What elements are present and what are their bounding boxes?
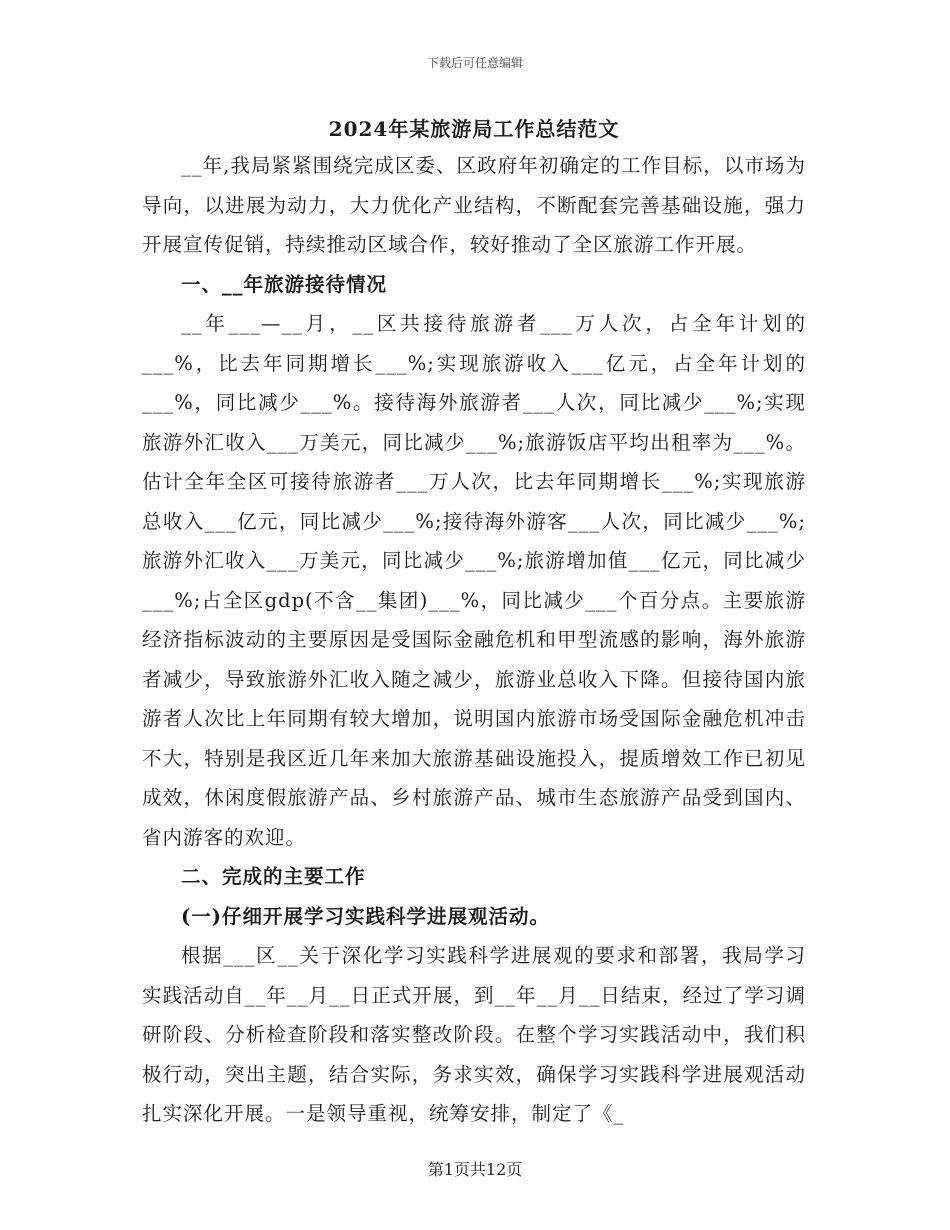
section-2-heading: 二、完成的主要工作 — [181, 865, 366, 888]
section-1-paragraph: __年___—__月，__区共接待旅游者___万人次，占全年计划的___%，比去年同期增长___%;实现旅游收入___亿元，占全年计划的___%，同比减少___%。接待海外旅游者___人次，同比减少___%;实现旅游外汇收入___万美元，同比减少___%;旅游饭店平均出租率为___%。估计全年全区可接待旅游者___万人次，比去年同期增长___%;实现旅游总收入___亿元，同比减少___%;接待海外游客___人次，同比减少___%;旅游外汇收入___万美元，同比减少___%;旅游增加值___亿元，同比减少___%;占全区gdp(不含__集团)___%，同比减少___个百分点。主要旅游经济指标波动的主要原因是受国际金融危机和甲型流感的影响，海外旅游者减少，导致旅游外汇收入随之减少，旅游业总收入下降。但接待国内旅游者人次比上年同期有较大增加，说明国内旅游市场受国际金融危机冲击不大，特别是我区近几年来加大旅游基础设施投入，提质增效工作已初见成效，休闲度假旅游产品、乡村旅游产品、城市生态旅游产品受到国内、省内游客的欢迎。 — [142, 312, 806, 849]
page-number-footer: 第1页共12页 — [427, 1160, 523, 1179]
section-2-paragraph: 根据___区__关于深化学习实践科学进展观的要求和部署，我局学习实践活动自__年__月__日正式开展，到__年__月__日结束，经过了学习调研阶段、分析检查阶段和落实整改阶段。在整个学习实践活动中，我们积极行动，突出主题，结合实际，务求实效，确保学习实践科学进展观活动扎实深化开展。一是领导重视，统筹安排，制定了《_ — [142, 944, 806, 1125]
intro-paragraph: __年,我局紧紧围绕完成区委、区政府年初确定的工作目标，以市场为导向，以进展为动力，大力优化产业结构，不断配套完善基础设施，强力开展宣传促销，持续推动区域合作，较好推动了全区旅游工作开展。 — [142, 154, 806, 256]
document-body — [142, 112, 806, 1134]
section-1-heading: 一、__年旅游接待情况 — [181, 272, 388, 296]
header-note: 下载后可任意编辑 — [426, 56, 523, 70]
section-2-subheading: (一)仔细开展学习实践科学进展观活动。 — [181, 904, 550, 928]
document-title: 2024年某旅游局工作总结范文 — [328, 117, 620, 141]
